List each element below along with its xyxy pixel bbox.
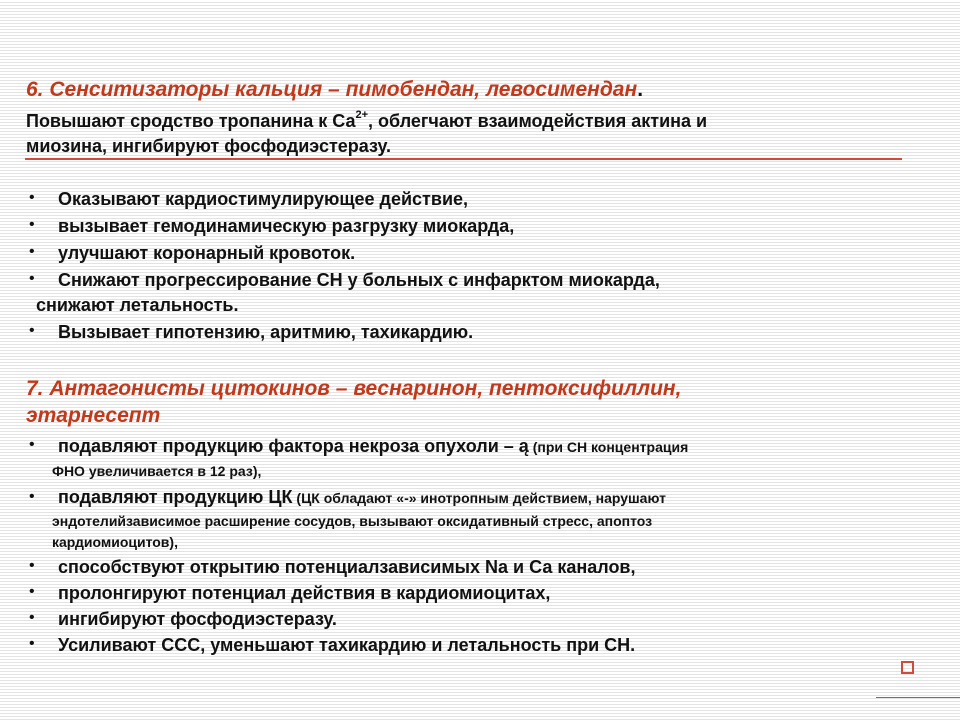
bullet-icon: • bbox=[29, 583, 35, 600]
section7-bullet-3: способствуют открытию потенциалзависимых Na и Са каналов, bbox=[58, 557, 636, 577]
section6-title bbox=[26, 77, 643, 103]
bullet-icon: • bbox=[29, 609, 35, 626]
bullet-icon: • bbox=[29, 635, 35, 652]
section6-bullet-3: улучшают коронарный кровоток. bbox=[58, 243, 356, 263]
section6-title-dot: . bbox=[637, 78, 644, 101]
section7-title-line1: 7. Антагонисты цитокинов – веснаринон, пентоксифиллин, bbox=[26, 377, 682, 400]
section6-bullet-4-continuation: снижают летальность. bbox=[36, 295, 239, 315]
section7-bullet-1-note: (при СН концентрация bbox=[528, 439, 689, 455]
section6-bullet-2: вызывает гемодинамическую разгрузку миокарда, bbox=[58, 216, 515, 236]
section6-bullet-5: Вызывает гипотензию, аритмию, тахикардию. bbox=[58, 322, 474, 342]
section6-title-text: 6. Сенситизаторы кальция – пимобендан, левосимендан bbox=[26, 78, 638, 101]
ca-superscript: 2+ bbox=[355, 109, 369, 121]
corner-square-icon bbox=[901, 661, 914, 674]
section7-bullet-1-main: подавляют продукцию фактора некроза опухоли – ą bbox=[58, 436, 529, 456]
bullet-icon: • bbox=[29, 557, 35, 574]
bullet-icon: • bbox=[29, 436, 35, 453]
section6-desc-line1 bbox=[26, 110, 707, 132]
bullet-icon: • bbox=[29, 243, 35, 260]
section6-bullet-1: Оказывают кардиостимулирующее действие, bbox=[58, 189, 469, 209]
section7-bullet-5: ингибируют фосфодиэстеразу. bbox=[58, 609, 337, 629]
bullet-icon: • bbox=[29, 488, 35, 505]
divider-rule bbox=[25, 158, 902, 160]
desc-text-a: Повышают сродство тропанина к Са bbox=[26, 111, 356, 131]
section7-bullet-4: пролонгируют потенциал действия в кардиомиоцитах, bbox=[58, 583, 551, 603]
section7-bullet-2-continuation-2: кардиомиоцитов), bbox=[52, 534, 178, 550]
section7-bullet-2-note: (ЦК обладают «-» инотропным действием, нарушают bbox=[292, 490, 666, 506]
corner-accent-line bbox=[876, 697, 960, 698]
section7-bullet-6: Усиливают ССС, уменьшают тахикардию и летальность при СН. bbox=[58, 635, 636, 655]
section7-title-line2: этарнесепт bbox=[26, 404, 161, 427]
bullet-icon: • bbox=[29, 322, 35, 339]
section7-bullet-1 bbox=[58, 435, 688, 458]
section7-bullet-1-continuation: ФНО увеличивается в 12 раз), bbox=[52, 463, 262, 479]
section6-desc-line2: миозина, ингибируют фосфодиэстеразу. bbox=[26, 136, 391, 156]
bullet-icon: • bbox=[29, 216, 35, 233]
section7-bullet-2-continuation-1: эндотелийзависимое расширение сосудов, вызывают оксидативный стресс, апоптоз bbox=[52, 513, 653, 529]
bullet-icon: • bbox=[29, 189, 35, 206]
section7-bullet-2 bbox=[58, 486, 666, 509]
desc-text-b: , облегчают взаимодействия актина и bbox=[368, 111, 708, 131]
section6-bullet-4: Снижают прогрессирование СН у больных с инфарктом миокарда, bbox=[58, 270, 660, 290]
bullet-icon: • bbox=[29, 270, 35, 287]
section7-bullet-2-main: подавляют продукцию ЦК bbox=[58, 487, 293, 507]
